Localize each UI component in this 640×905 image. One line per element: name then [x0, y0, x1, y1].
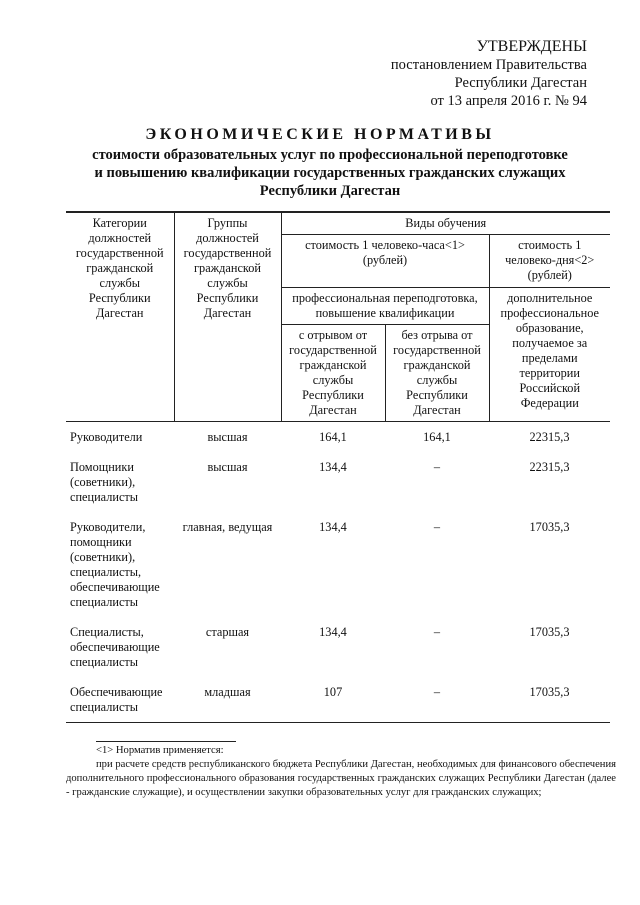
cell-category: Специалисты, обеспечивающие специалисты: [70, 625, 160, 669]
header-with-leave: с отрывом от государственной гражданской службы Республики Дагестан: [281, 325, 385, 422]
cell-group: главная, ведущая: [182, 520, 273, 534]
norms-table: [66, 211, 610, 723]
cell-group: высшая: [207, 460, 248, 474]
cell-category: Обеспечивающие специалисты: [66, 677, 174, 723]
table-row: [66, 422, 610, 453]
cell-with-leave: 134,4: [319, 520, 347, 534]
cell-without-leave: –: [433, 625, 441, 639]
approval-line-3: Республики Дагестан: [454, 75, 587, 91]
header-retraining: профессиональная переподготовка, повышение квалификации: [281, 288, 489, 325]
cell-day-cost: 17035,3: [529, 625, 570, 639]
cell-category: Помощники (советники), специалисты: [70, 460, 139, 504]
table-row: [66, 452, 610, 512]
cell-without-leave: –: [385, 677, 489, 723]
header-day-cost: стоимость 1 человеко-дня<2> (рублей): [489, 235, 610, 288]
cell-group: младшая: [174, 677, 281, 723]
subtitle-line-2: и повышению квалификации государственных гражданских служащих: [94, 165, 566, 181]
approval-heading: УТВЕРЖДЕНЫ: [476, 38, 587, 55]
table-row: [66, 677, 610, 723]
footnote-text: при расчете средств республиканского бюджета Республики Дагестан, необходимых для финансового обеспечения дополнительного профессионального образования государственных гражданских служащих Республики Дагестан (далее - гражданские служащие), и осуществлении закупки образовательных услуг для гражданских служащих;: [66, 759, 616, 798]
document-title: ЭКОНОМИЧЕСКИЕ НОРМАТИВЫ: [145, 126, 495, 143]
cell-with-leave: 134,4: [319, 460, 347, 474]
document-subtitle: [60, 146, 600, 200]
approval-line-2: постановлением Правительства: [390, 57, 587, 73]
header-category: Категории должностей государственной гражданской службы Республики Дагестан: [66, 212, 174, 422]
cell-day-cost: 22315,3: [529, 430, 570, 444]
cell-group: старшая: [205, 625, 250, 639]
header-training-types: Виды обучения: [281, 212, 610, 235]
cell-group: высшая: [207, 430, 248, 444]
header-hour-cost: стоимость 1 человеко-часа<1> (рублей): [281, 235, 489, 288]
table-row: [66, 512, 610, 617]
cell-with-leave: 107: [281, 677, 385, 723]
cell-category: Руководители, помощники (советники), специалисты, обеспечивающие специалисты: [70, 520, 160, 609]
cell-with-leave: 164,1: [319, 430, 347, 444]
footnote: [66, 744, 616, 800]
cell-with-leave: 134,4: [319, 625, 347, 639]
cell-day-cost: 17035,3: [529, 520, 570, 534]
footnote-separator: [96, 741, 236, 742]
cell-day-cost: 17035,3: [489, 677, 610, 723]
header-additional-education: дополнительное профессиональное образование, получаемое за пределами территории Российской Федерации: [489, 288, 610, 422]
subtitle-line-1: стоимости образовательных услуг по профессиональной переподготовке: [92, 147, 568, 163]
subtitle-line-3: Республики Дагестан: [259, 183, 401, 199]
footnote-label: <1> Норматив применяется:: [96, 745, 224, 756]
cell-without-leave: –: [433, 460, 441, 474]
header-without-leave: без отрыва от государственной гражданской службы Республики Дагестан: [385, 325, 489, 422]
table-row: [66, 617, 610, 677]
approval-stamp: [357, 38, 587, 110]
cell-category: Руководители: [70, 430, 143, 444]
cell-without-leave: 164,1: [423, 430, 451, 444]
cell-day-cost: 22315,3: [529, 460, 570, 474]
header-group: Группы должностей государственной гражданской службы Республики Дагестан: [174, 212, 281, 422]
approval-line-4: от 13 апреля 2016 г. № 94: [430, 93, 587, 109]
cell-without-leave: –: [433, 520, 441, 534]
